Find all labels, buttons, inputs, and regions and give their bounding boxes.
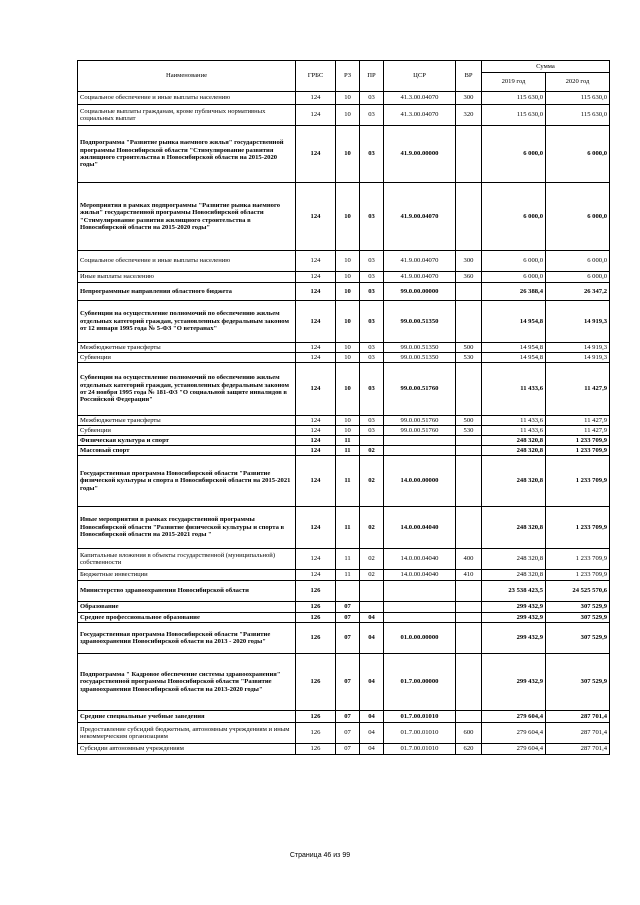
row-pr: 03 (360, 126, 384, 183)
row-sum-2020: 11 427,9 (546, 426, 610, 436)
row-pr: 04 (360, 711, 384, 723)
row-grbs: 124 (296, 301, 336, 343)
row-rz (336, 581, 360, 602)
table-row (78, 446, 610, 456)
row-pr (360, 436, 384, 446)
row-vr: 620 (456, 744, 482, 755)
table-row (78, 353, 610, 363)
row-rz: 10 (336, 416, 360, 426)
table-body (78, 92, 610, 755)
row-sum-2020: 115 630,0 (546, 105, 610, 126)
table-row (78, 92, 610, 105)
row-grbs: 124 (296, 183, 336, 251)
row-sum-2020: 1 233 709,9 (546, 507, 610, 549)
table-row (78, 426, 610, 436)
row-pr: 02 (360, 456, 384, 507)
row-rz: 10 (336, 105, 360, 126)
row-vr: 410 (456, 570, 482, 581)
row-rz: 07 (336, 602, 360, 613)
row-csr: 99.0.00.00000 (384, 283, 456, 301)
row-sum-2019: 248 320,8 (482, 436, 546, 446)
row-csr (384, 446, 456, 456)
row-grbs: 124 (296, 343, 336, 353)
row-grbs: 124 (296, 283, 336, 301)
row-sum-2020: 1 233 709,9 (546, 549, 610, 570)
row-pr (360, 602, 384, 613)
row-pr: 02 (360, 507, 384, 549)
row-rz: 07 (336, 723, 360, 744)
row-rz: 10 (336, 126, 360, 183)
row-rz: 07 (336, 613, 360, 623)
row-sum-2020: 11 427,9 (546, 363, 610, 416)
row-name: Средние специальные учебные заведения (78, 711, 296, 723)
row-csr (384, 436, 456, 446)
row-vr (456, 183, 482, 251)
row-vr (456, 456, 482, 507)
table-row (78, 183, 610, 251)
row-grbs: 124 (296, 353, 336, 363)
row-csr: 99.0.00.51760 (384, 426, 456, 436)
row-grbs: 124 (296, 363, 336, 416)
row-sum-2020: 115 630,0 (546, 92, 610, 105)
row-sum-2019: 248 320,8 (482, 549, 546, 570)
row-vr: 400 (456, 549, 482, 570)
row-csr: 14.0.00.04040 (384, 507, 456, 549)
row-rz: 10 (336, 272, 360, 283)
table-row (78, 251, 610, 272)
row-grbs: 126 (296, 744, 336, 755)
row-name: Субвенции (78, 426, 296, 436)
table-row (78, 623, 610, 654)
table-row (78, 436, 610, 446)
row-sum-2020: 6 000,0 (546, 272, 610, 283)
row-vr: 300 (456, 92, 482, 105)
row-name: Иные выплаты населению (78, 272, 296, 283)
row-sum-2020: 307 529,9 (546, 623, 610, 654)
row-csr (384, 581, 456, 602)
row-sum-2019: 6 000,0 (482, 251, 546, 272)
row-rz: 11 (336, 507, 360, 549)
header-csr: ЦСР (384, 61, 456, 92)
row-sum-2019: 248 320,8 (482, 456, 546, 507)
row-pr: 03 (360, 105, 384, 126)
row-name: Непрограммные направления областного бюджета (78, 283, 296, 301)
row-grbs: 126 (296, 613, 336, 623)
row-csr: 14.0.00.04040 (384, 549, 456, 570)
row-sum-2019: 248 320,8 (482, 507, 546, 549)
row-name: Субсидии автономным учреждениям (78, 744, 296, 755)
row-sum-2019: 11 433,6 (482, 426, 546, 436)
row-grbs: 124 (296, 570, 336, 581)
row-grbs: 124 (296, 251, 336, 272)
row-sum-2020: 14 919,3 (546, 301, 610, 343)
row-csr: 01.7.00.01010 (384, 744, 456, 755)
row-sum-2019: 6 000,0 (482, 272, 546, 283)
row-rz: 10 (336, 343, 360, 353)
row-vr (456, 613, 482, 623)
row-sum-2019: 299 432,9 (482, 623, 546, 654)
row-name: Иные мероприятия в рамках государственной программы Новосибирской области "Развитие физической культуры и спорта в Новосибирской области на 2015-2021 годы " (78, 507, 296, 549)
row-name: Субвенции на осуществление полномочий по обеспечению жильем отдельных категорий граждан, установленных федеральным законом от 24 ноября 1995 года № 181-ФЗ "О социальной защите инвалидов в Российской Федерации" (78, 363, 296, 416)
row-sum-2020: 14 919,3 (546, 343, 610, 353)
table-row (78, 272, 610, 283)
row-sum-2020: 1 233 709,9 (546, 570, 610, 581)
row-csr: 99.0.00.51760 (384, 363, 456, 416)
row-csr: 01.7.00.01010 (384, 711, 456, 723)
row-sum-2019: 115 630,0 (482, 92, 546, 105)
row-name: Капитальные вложения в объекты государственной (муниципальной) собственности (78, 549, 296, 570)
row-sum-2020: 11 427,9 (546, 416, 610, 426)
row-name: Министерство здравоохранения Новосибирской области (78, 581, 296, 602)
row-sum-2019: 6 000,0 (482, 183, 546, 251)
row-vr (456, 711, 482, 723)
row-rz: 11 (336, 570, 360, 581)
row-name: Межбюджетные трансферты (78, 343, 296, 353)
row-rz: 10 (336, 251, 360, 272)
row-pr: 02 (360, 446, 384, 456)
header-grbs: ГРБС (296, 61, 336, 92)
row-csr: 14.0.00.00000 (384, 456, 456, 507)
row-name: Субвенции на осуществление полномочий по обеспечению жильем отдельных категорий граждан, установленных федеральным законом от 12 января 1995 года № 5-ФЗ "О ветеранах" (78, 301, 296, 343)
row-sum-2020: 6 000,0 (546, 251, 610, 272)
row-grbs: 124 (296, 272, 336, 283)
table-row (78, 723, 610, 744)
row-grbs: 124 (296, 92, 336, 105)
row-sum-2020: 1 233 709,9 (546, 436, 610, 446)
row-grbs: 124 (296, 549, 336, 570)
row-sum-2019: 14 954,8 (482, 353, 546, 363)
row-pr: 03 (360, 272, 384, 283)
row-vr (456, 507, 482, 549)
row-vr: 530 (456, 353, 482, 363)
row-pr (360, 581, 384, 602)
row-sum-2020: 6 000,0 (546, 126, 610, 183)
header-rz: РЗ (336, 61, 360, 92)
row-sum-2019: 299 432,9 (482, 602, 546, 613)
row-pr: 02 (360, 570, 384, 581)
row-sum-2020: 1 233 709,9 (546, 456, 610, 507)
row-pr: 03 (360, 363, 384, 416)
row-rz: 10 (336, 283, 360, 301)
row-name: Субвенции (78, 353, 296, 363)
row-vr: 360 (456, 272, 482, 283)
row-rz: 07 (336, 623, 360, 654)
row-rz: 07 (336, 711, 360, 723)
row-name: Социальное обеспечение и иные выплаты населению (78, 251, 296, 272)
header-pr: ПР (360, 61, 384, 92)
row-vr (456, 623, 482, 654)
row-sum-2019: 11 433,6 (482, 416, 546, 426)
row-name: Мероприятия в рамках подпрограммы "Развитие рынка наемного жилья" государственной программы Новосибирской области "Стимулирование развития жилищного строительства в Новосибирской области на 2015-2020 годы" (78, 183, 296, 251)
table-row (78, 283, 610, 301)
table-row (78, 507, 610, 549)
row-vr: 320 (456, 105, 482, 126)
row-name: Социальные выплаты гражданам, кроме публичных нормативных социальных выплат (78, 105, 296, 126)
row-grbs: 124 (296, 426, 336, 436)
row-grbs: 124 (296, 416, 336, 426)
table-row (78, 602, 610, 613)
row-grbs: 124 (296, 507, 336, 549)
row-rz: 10 (336, 353, 360, 363)
header-year-2019: 2019 год (482, 73, 546, 92)
row-pr: 04 (360, 654, 384, 711)
row-csr: 41.3.00.04070 (384, 105, 456, 126)
row-pr: 03 (360, 92, 384, 105)
header-name: Наименование (78, 61, 296, 92)
row-sum-2020: 287 701,4 (546, 723, 610, 744)
row-name: Государственная программа Новосибирской области "Развитие здравоохранения Новосибирской области на 2013 - 2020 годы" (78, 623, 296, 654)
row-csr: 01.7.00.01010 (384, 723, 456, 744)
row-vr (456, 654, 482, 711)
row-vr (456, 436, 482, 446)
row-grbs: 126 (296, 581, 336, 602)
header-sum: Сумма (482, 61, 610, 73)
row-vr: 600 (456, 723, 482, 744)
row-rz: 10 (336, 301, 360, 343)
row-sum-2019: 279 604,4 (482, 744, 546, 755)
row-vr: 300 (456, 251, 482, 272)
header-vr: ВР (456, 61, 482, 92)
table-row (78, 363, 610, 416)
table-row (78, 549, 610, 570)
table-row (78, 570, 610, 581)
budget-table (77, 60, 610, 755)
row-sum-2020: 14 919,3 (546, 353, 610, 363)
row-name: Массовый спорт (78, 446, 296, 456)
row-rz: 10 (336, 92, 360, 105)
row-sum-2019: 299 432,9 (482, 613, 546, 623)
row-sum-2020: 26 347,2 (546, 283, 610, 301)
row-grbs: 124 (296, 105, 336, 126)
row-rz: 07 (336, 744, 360, 755)
row-csr: 41.3.00.04070 (384, 92, 456, 105)
row-sum-2020: 307 529,9 (546, 654, 610, 711)
row-csr: 99.0.00.51350 (384, 301, 456, 343)
row-rz: 10 (336, 183, 360, 251)
row-rz: 11 (336, 456, 360, 507)
row-vr (456, 126, 482, 183)
row-csr: 01.0.00.00000 (384, 623, 456, 654)
row-csr: 41.9.00.04070 (384, 183, 456, 251)
row-pr: 03 (360, 343, 384, 353)
row-csr (384, 613, 456, 623)
row-rz: 07 (336, 654, 360, 711)
row-name: Подпрограмма "Развитие рынка наемного жилья" государственной программы Новосибирской области "Стимулирование развития жилищного строительства в Новосибирской области на 2015-2020 годы" (78, 126, 296, 183)
row-grbs: 126 (296, 602, 336, 613)
row-vr (456, 363, 482, 416)
row-sum-2020: 307 529,9 (546, 602, 610, 613)
table-row (78, 744, 610, 755)
table-row (78, 613, 610, 623)
row-name: Бюджетные инвестиции (78, 570, 296, 581)
table-row (78, 416, 610, 426)
row-grbs: 126 (296, 711, 336, 723)
header-year-2020: 2020 год (546, 73, 610, 92)
row-pr: 04 (360, 744, 384, 755)
row-csr: 99.0.00.51350 (384, 353, 456, 363)
row-name: Межбюджетные трансферты (78, 416, 296, 426)
row-sum-2020: 24 525 570,6 (546, 581, 610, 602)
row-csr (384, 602, 456, 613)
row-name: Среднее профессиональное образование (78, 613, 296, 623)
row-pr: 04 (360, 623, 384, 654)
page-number: Страница 46 из 99 (289, 852, 351, 859)
row-pr: 03 (360, 353, 384, 363)
row-vr (456, 301, 482, 343)
row-grbs: 126 (296, 654, 336, 711)
table-row (78, 711, 610, 723)
row-vr (456, 581, 482, 602)
row-csr: 41.9.00.04070 (384, 251, 456, 272)
row-pr: 03 (360, 426, 384, 436)
row-sum-2019: 14 954,8 (482, 343, 546, 353)
row-pr: 03 (360, 251, 384, 272)
row-vr (456, 446, 482, 456)
row-sum-2019: 279 604,4 (482, 711, 546, 723)
row-grbs: 126 (296, 723, 336, 744)
table-row (78, 301, 610, 343)
row-rz: 11 (336, 549, 360, 570)
row-name: Физическая культура и спорт (78, 436, 296, 446)
row-pr: 03 (360, 183, 384, 251)
row-sum-2019: 115 630,0 (482, 105, 546, 126)
row-grbs: 126 (296, 623, 336, 654)
row-pr: 04 (360, 723, 384, 744)
row-csr: 99.0.00.51760 (384, 416, 456, 426)
row-name: Подпрограмма " Кадровое обеспечение системы здравоохранения" государственной программы Новосибирской области "Развитие здравоохранения Новосибирской области на 2013-2020 годы" (78, 654, 296, 711)
row-pr: 02 (360, 549, 384, 570)
row-sum-2020: 287 701,4 (546, 744, 610, 755)
row-vr: 500 (456, 416, 482, 426)
row-sum-2019: 279 604,4 (482, 723, 546, 744)
row-csr: 01.7.00.00000 (384, 654, 456, 711)
row-pr: 03 (360, 283, 384, 301)
row-name: Государственная программа Новосибирской области "Развитие физической культуры и спорта в Новосибирской области на 2015-2021 годы" (78, 456, 296, 507)
row-sum-2019: 248 320,8 (482, 446, 546, 456)
table-row (78, 105, 610, 126)
table-row (78, 126, 610, 183)
row-rz: 11 (336, 446, 360, 456)
table-row (78, 343, 610, 353)
row-sum-2019: 23 538 423,5 (482, 581, 546, 602)
row-sum-2019: 248 320,8 (482, 570, 546, 581)
row-csr: 99.0.00.51350 (384, 343, 456, 353)
row-sum-2019: 11 433,6 (482, 363, 546, 416)
table-header (78, 61, 610, 92)
row-grbs: 124 (296, 126, 336, 183)
row-sum-2020: 6 000,0 (546, 183, 610, 251)
row-vr (456, 283, 482, 301)
row-sum-2020: 307 529,9 (546, 613, 610, 623)
row-csr: 14.0.00.04040 (384, 570, 456, 581)
table-row (78, 581, 610, 602)
row-csr: 41.9.00.00000 (384, 126, 456, 183)
row-sum-2020: 1 233 709,9 (546, 446, 610, 456)
row-name: Образование (78, 602, 296, 613)
row-vr: 500 (456, 343, 482, 353)
row-sum-2019: 14 954,8 (482, 301, 546, 343)
row-name: Социальное обеспечение и иные выплаты населению (78, 92, 296, 105)
row-sum-2019: 299 432,9 (482, 654, 546, 711)
row-pr: 03 (360, 301, 384, 343)
row-grbs: 124 (296, 446, 336, 456)
row-rz: 10 (336, 363, 360, 416)
row-sum-2019: 6 000,0 (482, 126, 546, 183)
row-pr: 03 (360, 416, 384, 426)
row-name: Предоставление субсидий бюджетным, автономным учреждениям и иным некоммерческим организациям (78, 723, 296, 744)
row-vr (456, 602, 482, 613)
table-row (78, 456, 610, 507)
row-rz: 11 (336, 436, 360, 446)
table-row (78, 654, 610, 711)
row-sum-2019: 26 388,4 (482, 283, 546, 301)
row-csr: 41.9.00.04070 (384, 272, 456, 283)
row-vr: 530 (456, 426, 482, 436)
row-rz: 10 (336, 426, 360, 436)
row-grbs: 124 (296, 456, 336, 507)
row-sum-2020: 287 701,4 (546, 711, 610, 723)
row-grbs: 124 (296, 436, 336, 446)
row-pr: 04 (360, 613, 384, 623)
